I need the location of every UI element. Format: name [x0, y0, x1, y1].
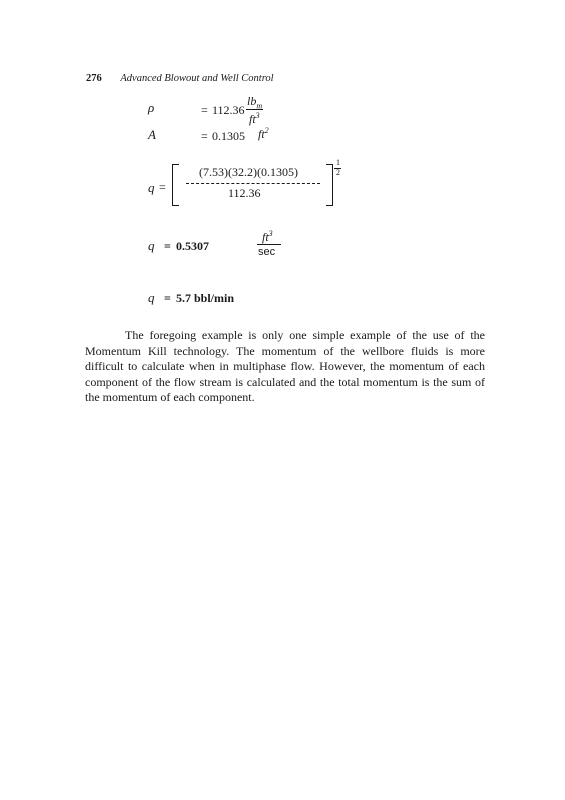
flow-formula-symbol: q — [148, 180, 155, 195]
running-header — [86, 73, 274, 84]
body-paragraph — [85, 328, 485, 406]
flow-formula-fraction-bar — [186, 183, 320, 184]
right-bracket — [326, 164, 333, 206]
density-symbol: ρ — [148, 100, 155, 115]
area-symbol: A — [148, 127, 156, 142]
flow-formula-numerator: (7.53)(32.2)(0.1305) — [199, 165, 298, 179]
flow-bpm-equals: = — [164, 291, 171, 305]
exponent-numerator: 1 — [336, 158, 340, 167]
exponent-denominator: 2 — [336, 168, 340, 177]
flow-cfs-unit-numerator: $ft^3$ — [262, 229, 273, 244]
density-equals: = — [201, 103, 208, 117]
flow-bpm-symbol: q — [148, 290, 155, 305]
area-value: 0.1305 — [212, 129, 245, 143]
flow-cfs-value: 0.5307 — [176, 239, 209, 253]
flow-cfs-unit-denominator: sec — [258, 246, 276, 258]
flow-cfs-fraction-bar — [257, 244, 281, 245]
paragraph-text: The foregoing example is only one simple example of the use of the Momentum Kill technology. The momentum of the wellbore fluids is more difficult to calculate when in multiphase flow. However, the momentum of each component of the flow stream is calculated and the total momentum is the sum of the momentum of each component. — [85, 328, 485, 405]
density-unit-denominator: $ft^3$ — [249, 111, 260, 126]
flow-formula-equals: = — [159, 180, 166, 194]
left-bracket — [172, 164, 179, 206]
area-unit: $ft^2$ — [258, 126, 269, 141]
page-number: 276 — [86, 73, 102, 84]
density-fraction-bar — [246, 109, 263, 110]
density-unit-numerator: $lb_m$ — [247, 94, 263, 111]
density-value: 112.36 — [212, 103, 245, 117]
flow-cfs-symbol: q — [148, 238, 155, 253]
flow-formula-denominator: 112.36 — [228, 186, 261, 200]
area-equals: = — [201, 129, 208, 143]
flow-cfs-equals: = — [164, 239, 171, 253]
flow-bpm-value: 5.7 bbl/min — [176, 291, 235, 305]
book-title: Advanced Blowout and Well Control — [120, 73, 274, 84]
